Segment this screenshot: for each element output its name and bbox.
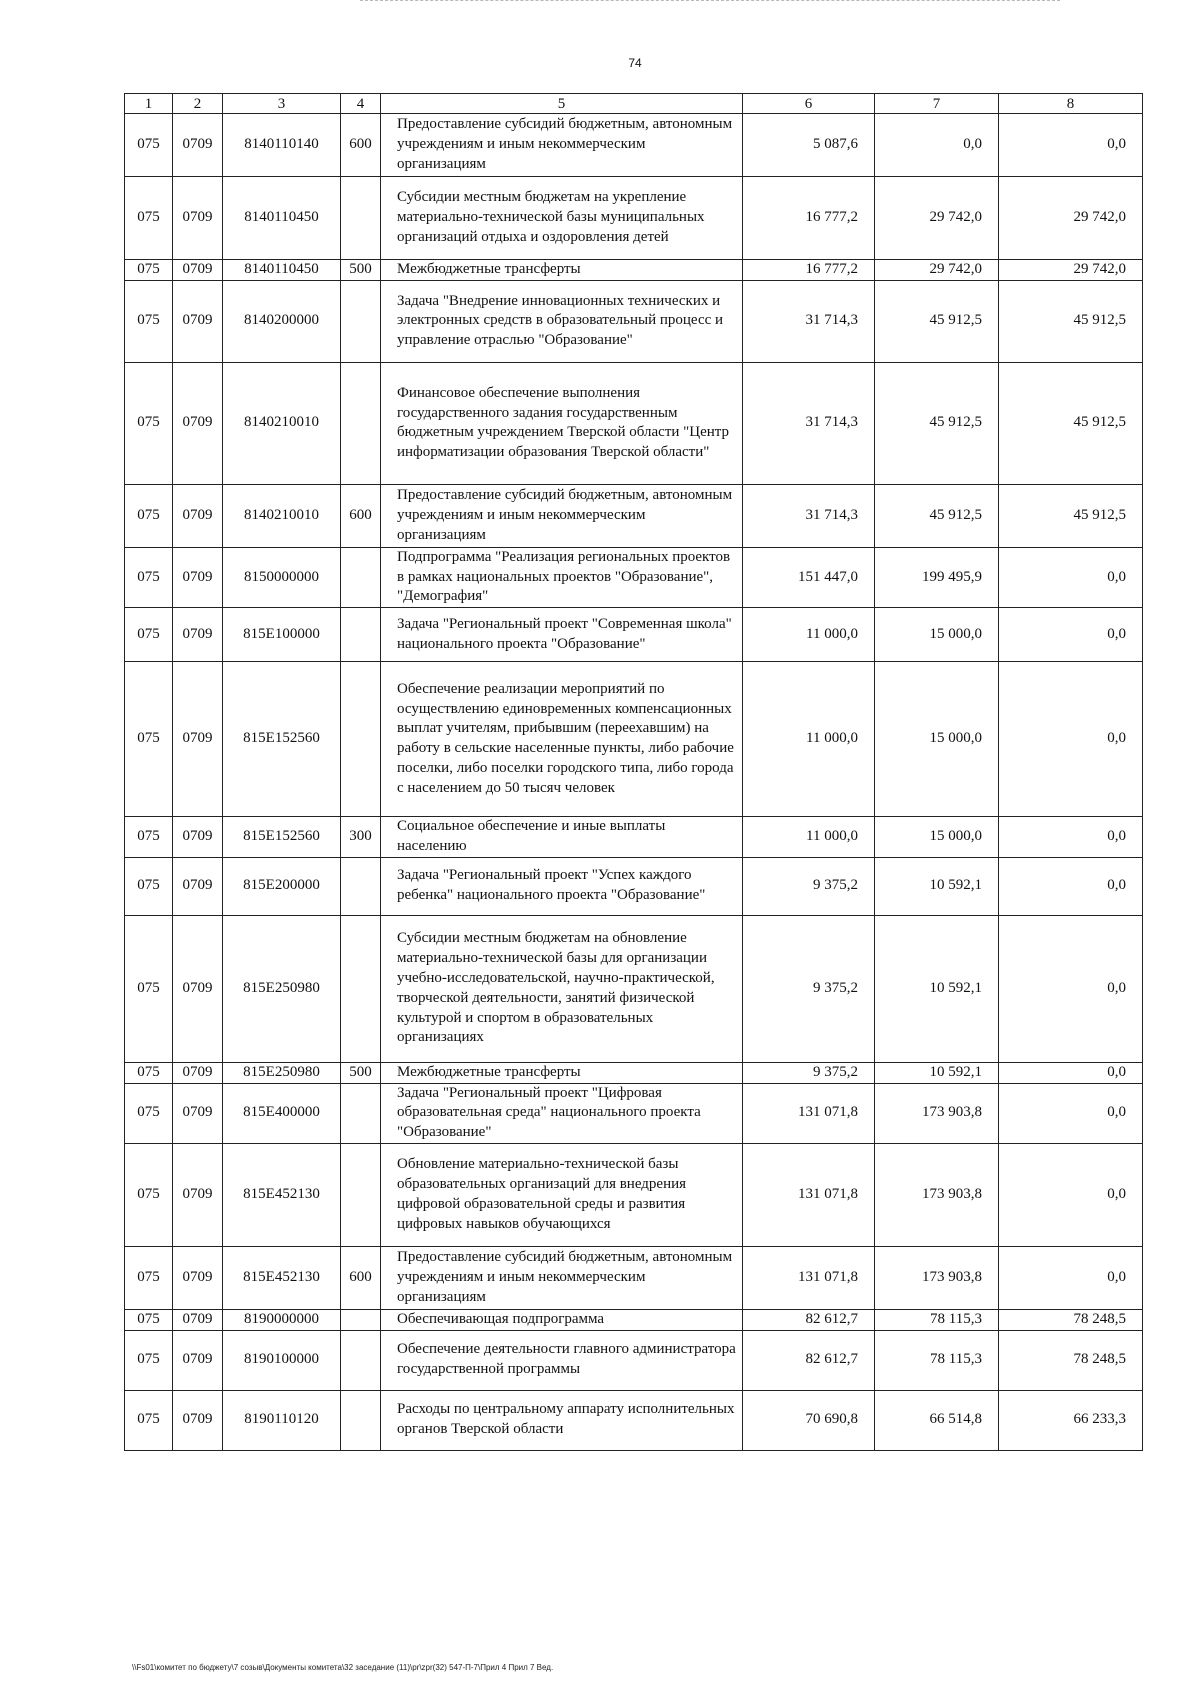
target-article: 815E152560 [223,662,341,817]
col-header-4: 4 [341,94,381,114]
table-row [125,1309,1143,1330]
amount-2022: 173 903,8 [875,1143,999,1246]
ministry-code: 075 [125,1062,173,1083]
section-code: 0709 [173,1330,223,1390]
target-article: 815E452130 [223,1143,341,1246]
amount-2022: 15 000,0 [875,817,999,858]
item-name: Социальное обеспечение и иные выплаты населению [381,817,743,858]
amount-2022: 10 592,1 [875,857,999,915]
amount-2023: 0,0 [999,817,1143,858]
section-code: 0709 [173,662,223,817]
expense-type [341,857,381,915]
amount-2023: 66 233,3 [999,1390,1143,1450]
expense-type [341,177,381,260]
section-code: 0709 [173,1309,223,1330]
expense-type [341,547,381,607]
page-number: 74 [628,56,642,70]
amount-2021: 31 714,3 [743,280,875,362]
col-header-2: 2 [173,94,223,114]
expense-type [341,1309,381,1330]
ministry-code: 075 [125,817,173,858]
section-code: 0709 [173,1246,223,1309]
col-header-1: 1 [125,94,173,114]
target-article: 815E200000 [223,857,341,915]
amount-2021: 131 071,8 [743,1143,875,1246]
table-row [125,484,1143,547]
amount-2021: 11 000,0 [743,608,875,662]
ministry-code: 075 [125,280,173,362]
amount-2022: 10 592,1 [875,1062,999,1083]
expense-type: 500 [341,260,381,281]
amount-2023: 45 912,5 [999,484,1143,547]
col-header-8: 8 [999,94,1143,114]
target-article: 8190100000 [223,1330,341,1390]
expense-type: 600 [341,484,381,547]
table-row [125,608,1143,662]
ministry-code: 075 [125,114,173,177]
target-article: 8140200000 [223,280,341,362]
target-article: 8140210010 [223,484,341,547]
amount-2022: 29 742,0 [875,177,999,260]
section-code: 0709 [173,114,223,177]
section-code: 0709 [173,1143,223,1246]
table-row [125,915,1143,1062]
section-code: 0709 [173,915,223,1062]
section-code: 0709 [173,1390,223,1450]
col-header-5: 5 [381,94,743,114]
item-name: Обеспечение реализации мероприятий по осуществлению единовременных компенсационных выплат учителям, прибывшим (переехавшим) на работу в сельские населенные пункты, либо рабочие поселки, либо поселки городского типа, либо города с населением до 50 тысяч человек [381,662,743,817]
scan-edge-mark [360,0,1060,3]
amount-2021: 9 375,2 [743,915,875,1062]
ministry-code: 075 [125,362,173,484]
expense-type [341,1330,381,1390]
table-row [125,547,1143,607]
item-name: Обеспечивающая подпрограмма [381,1309,743,1330]
amount-2023: 45 912,5 [999,280,1143,362]
item-name: Предоставление субсидий бюджетным, автономным учреждениям и иным некоммерческим организациям [381,114,743,177]
amount-2022: 0,0 [875,114,999,177]
item-name: Межбюджетные трансферты [381,260,743,281]
ministry-code: 075 [125,484,173,547]
amount-2023: 0,0 [999,915,1143,1062]
target-article: 8190110120 [223,1390,341,1450]
amount-2023: 78 248,5 [999,1309,1143,1330]
amount-2023: 0,0 [999,1083,1143,1143]
ministry-code: 075 [125,177,173,260]
item-name: Предоставление субсидий бюджетным, автономным учреждениям и иным некоммерческим организациям [381,1246,743,1309]
amount-2023: 0,0 [999,547,1143,607]
expense-type: 600 [341,114,381,177]
section-code: 0709 [173,608,223,662]
amount-2023: 0,0 [999,608,1143,662]
target-article: 8150000000 [223,547,341,607]
expense-type [341,280,381,362]
target-article: 815E250980 [223,1062,341,1083]
item-name: Межбюджетные трансферты [381,1062,743,1083]
table-row [125,1143,1143,1246]
col-header-3: 3 [223,94,341,114]
expense-type [341,915,381,1062]
item-name: Подпрограмма "Реализация региональных проектов в рамках национальных проектов "Образование", "Демография" [381,547,743,607]
target-article: 8140210010 [223,362,341,484]
target-article: 815E100000 [223,608,341,662]
amount-2023: 0,0 [999,1246,1143,1309]
ministry-code: 075 [125,608,173,662]
amount-2023: 0,0 [999,857,1143,915]
table-row [125,177,1143,260]
amount-2021: 82 612,7 [743,1309,875,1330]
target-article: 815E400000 [223,1083,341,1143]
amount-2023: 0,0 [999,1062,1143,1083]
section-code: 0709 [173,547,223,607]
amount-2022: 199 495,9 [875,547,999,607]
amount-2022: 78 115,3 [875,1330,999,1390]
amount-2021: 9 375,2 [743,1062,875,1083]
table-body [125,114,1143,1451]
item-name: Субсидии местным бюджетам на укрепление материально-технической базы муниципальных организаций отдыха и оздоровления детей [381,177,743,260]
amount-2022: 173 903,8 [875,1083,999,1143]
amount-2021: 31 714,3 [743,484,875,547]
amount-2021: 16 777,2 [743,177,875,260]
section-code: 0709 [173,260,223,281]
item-name: Субсидии местным бюджетам на обновление материально-технической базы для организации учебно-исследовательской, научно-практической, творческой деятельности, занятий физической культурой и спортом в образовательных организациях [381,915,743,1062]
ministry-code: 075 [125,1246,173,1309]
amount-2022: 45 912,5 [875,484,999,547]
amount-2022: 173 903,8 [875,1246,999,1309]
amount-2021: 151 447,0 [743,547,875,607]
amount-2023: 0,0 [999,114,1143,177]
amount-2022: 15 000,0 [875,662,999,817]
expense-type [341,362,381,484]
ministry-code: 075 [125,260,173,281]
table-row [125,280,1143,362]
amount-2021: 11 000,0 [743,662,875,817]
footer-path: \\Fs01\комитет по бюджету\7 созыв\Документы комитета\32 заседание (11)\pr\zpr(32) 547-П-7\Прил 4 Прил 7 Вед. [132,1663,554,1672]
expense-type [341,662,381,817]
ministry-code: 075 [125,1330,173,1390]
amount-2021: 82 612,7 [743,1330,875,1390]
expense-type: 500 [341,1062,381,1083]
ministry-code: 075 [125,547,173,607]
amount-2022: 15 000,0 [875,608,999,662]
section-code: 0709 [173,1083,223,1143]
amount-2023: 0,0 [999,1143,1143,1246]
target-article: 8140110140 [223,114,341,177]
ministry-code: 075 [125,1309,173,1330]
table-row [125,114,1143,177]
amount-2023: 78 248,5 [999,1330,1143,1390]
amount-2021: 9 375,2 [743,857,875,915]
table-row [125,362,1143,484]
table-row [125,260,1143,281]
item-name: Задача "Региональный проект "Успех каждого ребенка" национального проекта "Образование" [381,857,743,915]
amount-2022: 66 514,8 [875,1390,999,1450]
expense-type [341,1083,381,1143]
target-article: 815E250980 [223,915,341,1062]
section-code: 0709 [173,817,223,858]
table-row [125,662,1143,817]
amount-2021: 5 087,6 [743,114,875,177]
amount-2021: 131 071,8 [743,1083,875,1143]
amount-2022: 29 742,0 [875,260,999,281]
expense-type [341,608,381,662]
section-code: 0709 [173,857,223,915]
amount-2023: 0,0 [999,662,1143,817]
section-code: 0709 [173,1062,223,1083]
expense-type: 300 [341,817,381,858]
col-header-6: 6 [743,94,875,114]
amount-2023: 45 912,5 [999,362,1143,484]
amount-2022: 45 912,5 [875,280,999,362]
target-article: 8190000000 [223,1309,341,1330]
section-code: 0709 [173,484,223,547]
item-name: Задача "Региональный проект "Современная школа" национального проекта "Образование" [381,608,743,662]
ministry-code: 075 [125,1390,173,1450]
item-name: Финансовое обеспечение выполнения государственного задания государственным бюджетным учреждением Тверской области "Центр информатизации образования Тверской области" [381,362,743,484]
header-row [125,94,1143,114]
table-row [125,1246,1143,1309]
item-name: Предоставление субсидий бюджетным, автономным учреждениям и иным некоммерческим организациям [381,484,743,547]
ministry-code: 075 [125,1143,173,1246]
ministry-code: 075 [125,1083,173,1143]
target-article: 8140110450 [223,177,341,260]
amount-2022: 78 115,3 [875,1309,999,1330]
table-row [125,1330,1143,1390]
item-name: Задача "Региональный проект "Цифровая образовательная среда" национального проекта "Образование" [381,1083,743,1143]
target-article: 815E452130 [223,1246,341,1309]
item-name: Задача "Внедрение инновационных технических и электронных средств в образовательный процесс и управление отраслью "Образование" [381,280,743,362]
amount-2021: 11 000,0 [743,817,875,858]
target-article: 815E152560 [223,817,341,858]
amount-2023: 29 742,0 [999,260,1143,281]
item-name: Обновление материально-технической базы образовательных организаций для внедрения цифровой образовательной среды и развития цифровых навыков обучающихся [381,1143,743,1246]
amount-2021: 70 690,8 [743,1390,875,1450]
item-name: Обеспечение деятельности главного администратора государственной программы [381,1330,743,1390]
budget-table [124,93,1143,1451]
table-row [125,817,1143,858]
expense-type [341,1390,381,1450]
amount-2022: 45 912,5 [875,362,999,484]
col-header-7: 7 [875,94,999,114]
amount-2023: 29 742,0 [999,177,1143,260]
expense-type [341,1143,381,1246]
ministry-code: 075 [125,662,173,817]
expense-type: 600 [341,1246,381,1309]
section-code: 0709 [173,177,223,260]
table-row [125,1083,1143,1143]
table-row [125,1062,1143,1083]
ministry-code: 075 [125,857,173,915]
table-row [125,1390,1143,1450]
item-name: Расходы по центральному аппарату исполнительных органов Тверской области [381,1390,743,1450]
section-code: 0709 [173,362,223,484]
amount-2021: 16 777,2 [743,260,875,281]
ministry-code: 075 [125,915,173,1062]
amount-2021: 31 714,3 [743,362,875,484]
amount-2022: 10 592,1 [875,915,999,1062]
section-code: 0709 [173,280,223,362]
table-row [125,857,1143,915]
target-article: 8140110450 [223,260,341,281]
amount-2021: 131 071,8 [743,1246,875,1309]
